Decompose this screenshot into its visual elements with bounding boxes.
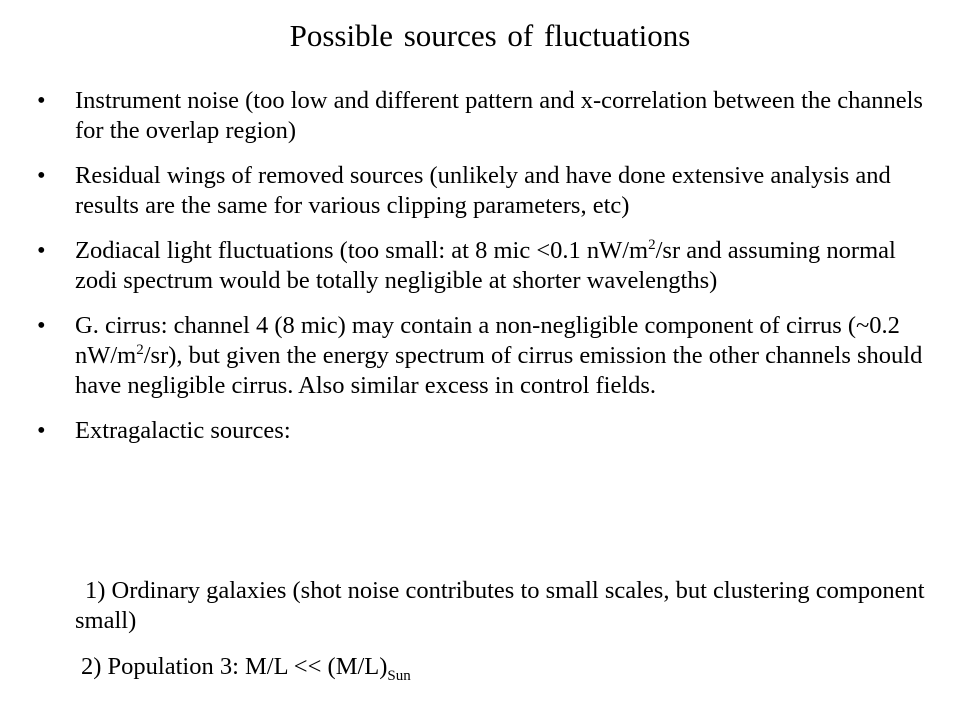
subscript: Sun bbox=[387, 668, 411, 684]
sub-item-population-3 bbox=[81, 652, 960, 682]
bullet-dot-icon: • bbox=[37, 417, 46, 444]
sub-item-ordinary-galaxies: 1) Ordinary galaxies (shot noise contributes to small scales, but clustering component small) bbox=[75, 577, 925, 634]
bullet-text-part: /sr), but given the energy spectrum of cirrus emission the other channels should have negligible cirrus. Also similar excess in control fields. bbox=[75, 342, 923, 399]
superscript: 2 bbox=[136, 342, 144, 358]
bullet-dot-icon: • bbox=[37, 87, 46, 114]
bullet-residual-wings bbox=[0, 161, 960, 221]
sub-item-text: 2) Population 3: M/L << (M/L) bbox=[81, 653, 388, 680]
bullet-galactic-cirrus bbox=[0, 311, 960, 401]
bullet-text-part: G. cirrus: channel 4 (8 mic) may contain a non-negligible component of cirrus (~0.2 nW/m bbox=[75, 312, 900, 369]
bullet-text: Extragalactic sources: bbox=[75, 417, 291, 444]
bullet-extragalactic-sources bbox=[0, 416, 960, 446]
bullet-text: Residual wings of removed sources (unlikely and have done extensive analysis and results are the same for various clipping parameters, etc) bbox=[75, 162, 891, 219]
bullet-instrument-noise bbox=[0, 86, 960, 146]
bullet-zodiacal-light bbox=[0, 236, 960, 296]
bullet-dot-icon: • bbox=[37, 312, 46, 339]
slide-title: Possible sources of fluctuations bbox=[289, 18, 691, 53]
bullet-text bbox=[75, 237, 896, 294]
bullet-text: Instrument noise (too low and different pattern and x-correlation between the channels for the overlap region) bbox=[75, 87, 923, 144]
bullet-dot-icon: • bbox=[37, 237, 46, 264]
bullet-text bbox=[75, 312, 922, 399]
bullet-list bbox=[0, 86, 960, 461]
bullet-text-part: /sr and assuming normal zodi spectrum would be totally negligible at shorter wavelengths) bbox=[75, 237, 896, 294]
bullet-dot-icon: • bbox=[37, 162, 46, 189]
superscript: 2 bbox=[648, 237, 656, 253]
bullet-text-part: Zodiacal light fluctuations (too small: at 8 mic <0.1 nW/m bbox=[75, 237, 649, 264]
